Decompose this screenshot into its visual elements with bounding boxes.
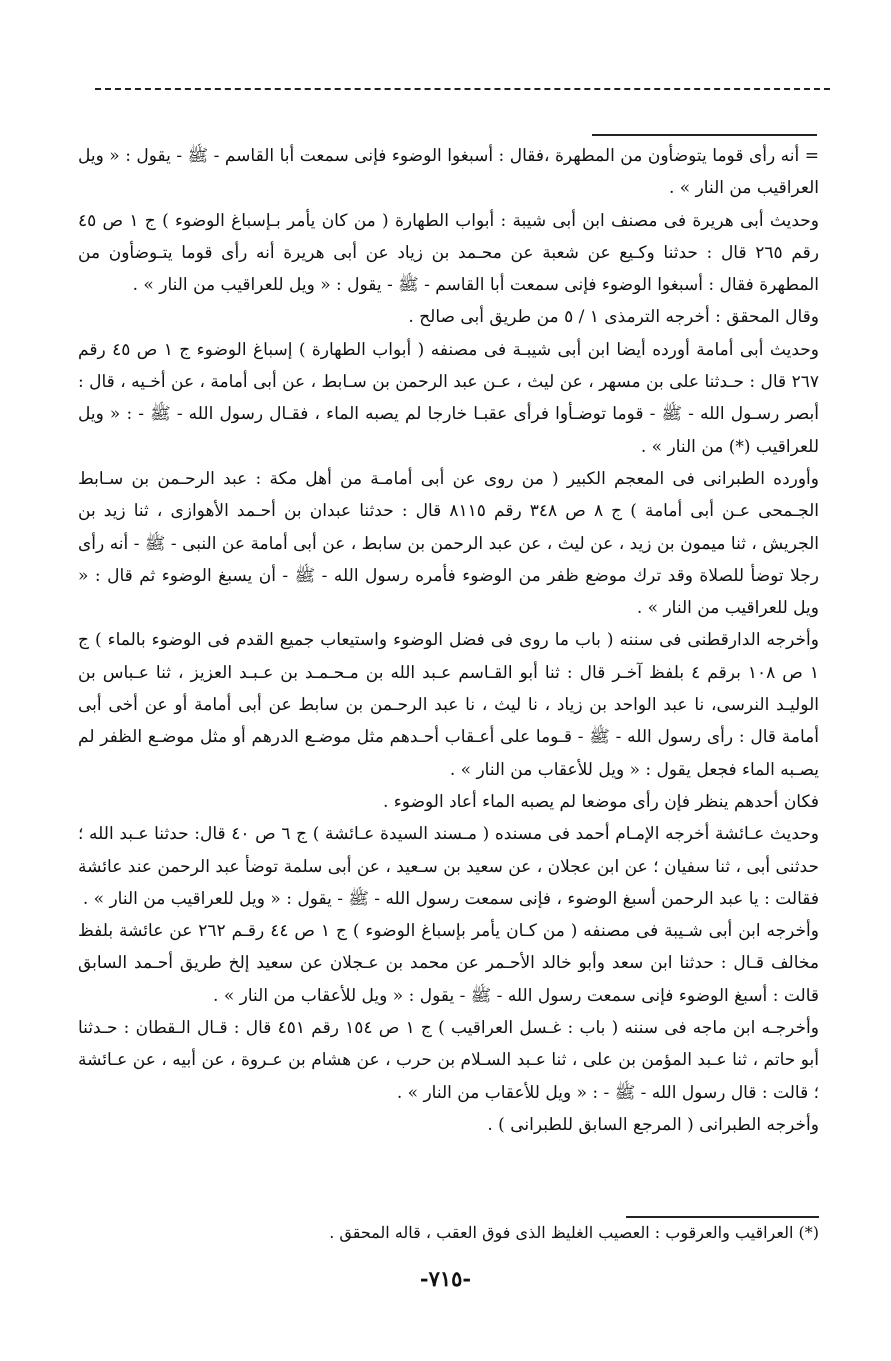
paragraph: وحديث عـائشة أخرجه الإمـام أحمد فى مسنده ( مـسند السيدة عـائشة ) ج ٦ ص ٤٠ قال: حدثنا عـبد الله ؛ حدثنى أبى ، ثنا سفيان ؛ عن ابن عجلان ، عن سعيد بن سـعيد ، عن أبى سلمة توضأ عبد الرحمن عند عائشة فقالت : يا عبد الرحمن أسبغ الوضوء ، فإنى سمعت رسول الله - ﷺ - يقول : « ويل للعراقيب من النار » . [78,824,819,909]
paragraph: وأخرجـه ابن ماجه فى سننه ( باب : غـسل العراقيب ) ج ١ ص ١٥٤ رقم ٤٥١ قال : قـال الـقطان : حـدثنا أبو حاتم ، ثنا عـبد المؤمن بن على ، ثنا عـبد السـلام بن حرب ، عن هشام بن عـروة ، عن أبيه ، عن عـائشة ؛ قالت : قال رسول الله - ﷺ - : « ويل للأعقاب من النار » . [78,1018,819,1103]
continuation-rule [592,134,817,136]
page-number: -٧١٥- [419,1266,472,1291]
footnote-rule [626,1216,819,1218]
paragraph: = أنه رأى قوما يتوضأون من المطهرة ،فقال : أسبغوا الوضوء فإنى سمعت أبا القاسم - ﷺ - يقول : « ويل العراقيب من النار » . [78,146,819,199]
main-text [78,140,819,1141]
paragraph: وحديث أبى هريرة فى مصنف ابن أبى شيبة : أبواب الطهارة ( من كان يأمر بـإسباغ الوضوء ) ج ١ ص ٤٥ رقم ٢٦٥ قال : حدثنا وكـيع عن شعبة عن محـمد بن زياد عن أبى هريرة أنه رأى قوما يتـوضأون من المطهرة فقال : أسبغوا الوضوء فإنى سمعت أبا القاسم - ﷺ - يقول : « ويل للعراقيب من النار » . [78,210,819,296]
top-dashed-rule [95,88,830,90]
paragraph: وقال المحقق : أخرجه الترمذى ١ / ٥ من طريق أبى صالح . [408,307,819,328]
paragraph: وأخرجه الطبرانى ( المرجع السابق للطبرانى ) . [487,1114,819,1135]
paragraph: فكان أحدهم ينظر فإن رأى موضعا لم يصبه الماء أعاد الوضوء . [382,791,819,812]
paragraph: وحديث أبى أمامة أورده أيضا ابن أبى شيبـة فى مصنفه ( أبواب الطهارة ) إسباغ الوضوء ج ١ ص ٤٥ رقم ٢٦٧ قال : حـدثنا على بن مسهر ، عن ليث ، عـن عبد الرحمن بن سـابط ، عن أبى أمامة ، عن أخـيه ، قال : أبصر رسـول الله - ﷺ - قوما توضـأوا فرأى عقبـا خارجا لم يصبه الماء ، فقـال رسول الله - ﷺ - : « ويل للعراقيب (*) من النار » . [78,339,819,457]
paragraph: وأخرجه ابن أبى شـيبة فى مصنفه ( من كـان يأمر بإسباغ الوضوء ) ج ١ ص ٤٤ رقـم ٢٦٢ عن عائشة بلفظ مخالف قـال : حدثنا ابن سعد وأبو خالد الأحـمر عن محمد بن عـجلان عن سعيد إلخ طريق أحـمد السابق قالت : أسبغ الوضوء فإنى سمعت رسول الله - ﷺ - يقول : « ويل للأعقاب من النار » . [78,921,819,1006]
paragraph: وأورده الطبرانى فى المعجم الكبير ( من روى عن أبى أمامـة من أهل مكة : عبد الرحـمن بن سـابط الجـمحى عـن أبى أمامة ) ج ٨ ص ٣٤٨ رقم ٨١١٥ قال : حدثنا عبدان بن أحـمد الأهوازى ، ثنا زيد بن الجريش ، ثنا ميمون بن زيد ، عن ليث ، عن عبد الرحمن بن سابط ، عن أبى أمامة عن النبى - ﷺ - أنه رأى رجلا توضأ للصلاة وقد ترك موضع ظفر من الوضوء فأمره رسول الله - ﷺ - أن يسبغ الوضوء ثم قال : « ويل للعراقيب من النار » . [78,468,819,619]
footnote: (*) العراقيب والعرقوب : العصيب الغليظ الذى فوق العقب ، قاله المحقق . [329,1223,819,1242]
paragraph: وأخرجه الدارقطنى فى سننه ( باب ما روى فى فضل الوضوء واستيعاب جميع القدم فى الوضوء بالماء ) ج ١ ص ١٠٨ برقم ٤ بلفظ آخـر قال : ثنا أبو القـاسم عـبد الله بن مـحـمـد بن عـبـد العزيز ، ثنا عـباس بن الوليـد النرسى، نا عبد الواحد بن زياد ، نا ليث ، نا عبد الرحـمن بن سابط عن أبى أمامة أو عن أخى أبى أمامة قال : رأى رسول الله - ﷺ - قـوما على أعـقاب أحـدهم مثل موضـع الدرهم أو مثل موضـع الظفر لم يصـبه الماء فجعل يقول : « ويل للأعقاب من النار » . [78,630,819,780]
